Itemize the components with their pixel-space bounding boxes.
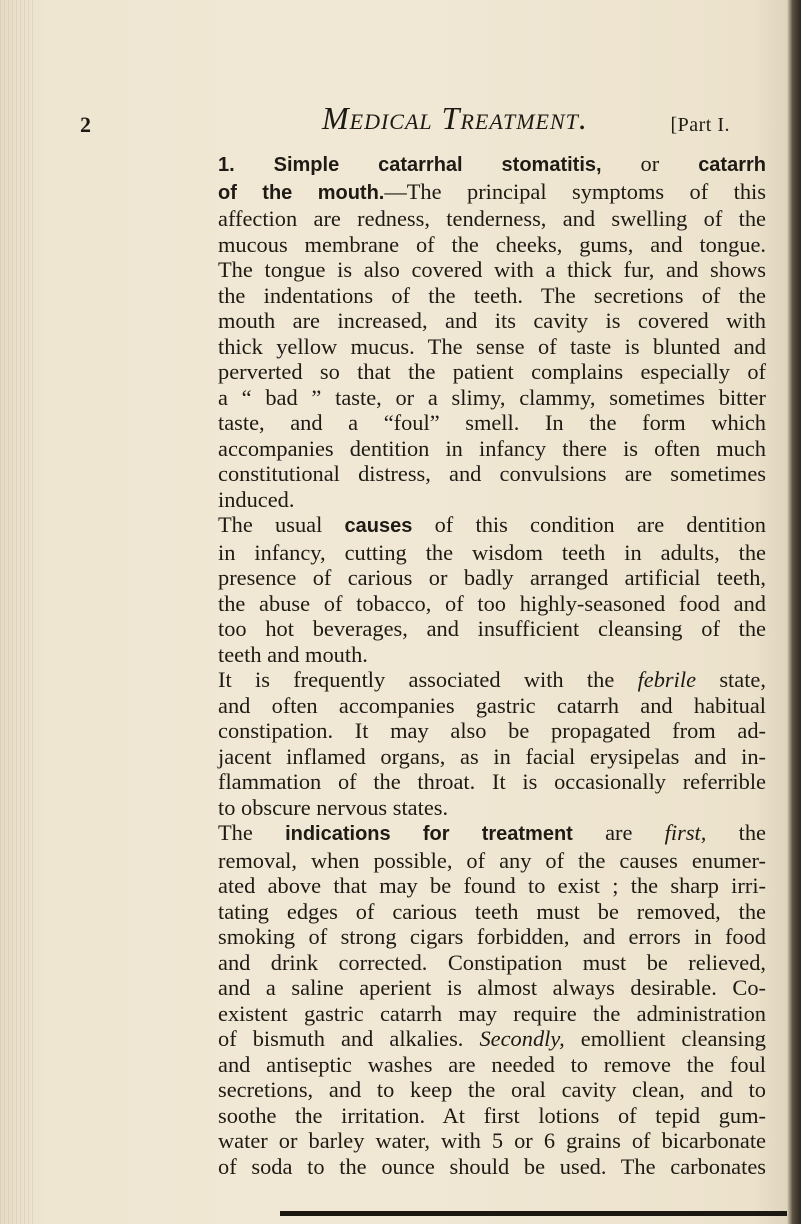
right-page-edge bbox=[787, 0, 801, 1224]
running-title: Medical Treatment. bbox=[322, 100, 588, 136]
text-fragment: of this condition are dentition bbox=[434, 512, 767, 537]
text-line: the abuse of tobacco, of too highly-seasoned food and bbox=[218, 590, 766, 616]
text-line bbox=[218, 820, 766, 848]
text-line: affection are redness, tenderness, and swelling of the bbox=[218, 206, 766, 231]
text-line: removal, when possible, of any of the causes enumer- bbox=[218, 847, 766, 873]
page-number: 2 bbox=[80, 112, 91, 137]
text-line: to obscure nervous states. bbox=[218, 794, 449, 820]
text-line: taste, and a “foul” smell. In the form which bbox=[218, 410, 766, 435]
term-of-the-mouth: of the mouth. bbox=[218, 181, 385, 204]
text-line: a “ bad ” taste, or a slimy, clammy, sometimes bitter bbox=[218, 384, 766, 410]
text-line: soothe the irritation. At first lotions of tepid gum- bbox=[218, 1102, 766, 1128]
text-fragment: —The principal symptoms of this bbox=[384, 178, 766, 204]
text-line: jacent inflamed organs, as in facial erysipelas and in- bbox=[218, 743, 766, 769]
text-line bbox=[218, 512, 766, 540]
text-line: in infancy, cutting the wisdom teeth in adults, the bbox=[218, 539, 766, 565]
text-line: and often accompanies gastric catarrh and habitual bbox=[218, 692, 766, 718]
text-fragment: are bbox=[605, 820, 633, 845]
part-label: [Part I. bbox=[670, 114, 730, 136]
term-first: first, bbox=[664, 820, 707, 845]
text-line: smoking of strong cigars forbidden, and errors in food bbox=[218, 924, 766, 949]
text-fragment: The bbox=[218, 820, 253, 845]
text-or: or bbox=[640, 151, 660, 176]
body-text bbox=[218, 151, 766, 1179]
text-line: thick yellow mucus. The sense of taste is blunted and bbox=[218, 333, 766, 359]
text-fragment: The usual bbox=[218, 512, 323, 537]
text-fragment: of bismuth and alkalies. bbox=[218, 1026, 464, 1051]
text-line: The tongue is also covered with a thick fur, and shows bbox=[218, 257, 766, 282]
text-line: and drink corrected. Constipation must be relieved, bbox=[218, 949, 766, 975]
text-line: constipation. It may also be propagated from ad- bbox=[218, 718, 766, 743]
text-line: existent gastric catarrh may require the administration bbox=[218, 1000, 766, 1026]
text-fragment: emollient cleansing bbox=[580, 1026, 766, 1051]
paragraph-3 bbox=[218, 667, 766, 820]
text-line: accompanies dentition in infancy there is often much bbox=[218, 435, 766, 461]
text-line: presence of carious or badly arranged artificial teeth, bbox=[218, 565, 766, 590]
text-line: teeth and mouth. bbox=[218, 641, 368, 667]
text-fragment: the bbox=[738, 820, 766, 845]
text-line: mucous membrane of the cheeks, gums, and tongue. bbox=[218, 231, 766, 257]
text-line: and antiseptic washes are needed to remove the foul bbox=[218, 1051, 766, 1077]
text-line bbox=[218, 1026, 766, 1052]
text-line bbox=[218, 667, 766, 693]
bottom-rule bbox=[280, 1211, 787, 1216]
text-line bbox=[218, 179, 766, 207]
text-line: the indentations of the teeth. The secretions of the bbox=[218, 282, 766, 308]
term-febrile: febrile bbox=[637, 667, 697, 692]
text-line: and a saline aperient is almost always desirable. Co- bbox=[218, 975, 766, 1000]
text-line: too hot beverages, and insufficient cleansing of the bbox=[218, 616, 766, 641]
running-head bbox=[80, 100, 730, 140]
text-fragment: It is frequently associated with the bbox=[218, 667, 615, 692]
text-line: induced. bbox=[218, 486, 295, 512]
term-causes: causes bbox=[344, 515, 413, 537]
paragraph-4 bbox=[218, 820, 766, 1179]
term-catarrh: catarrh bbox=[698, 154, 766, 176]
text-line: secretions, and to keep the oral cavity clean, and to bbox=[218, 1077, 766, 1102]
text-line: water or barley water, with 5 or 6 grains of bicarbonate bbox=[218, 1128, 766, 1153]
text-line: of soda to the ounce should be used. The carbonates bbox=[218, 1153, 766, 1179]
text-line: flammation of the throat. It is occasionally referrible bbox=[218, 769, 766, 794]
text-fragment: state, bbox=[719, 667, 766, 692]
text-line: ated above that may be found to exist ; the sharp irri- bbox=[218, 873, 766, 898]
left-page-edge bbox=[0, 0, 34, 1224]
text-line bbox=[218, 151, 766, 179]
text-line: perverted so that the patient complains especially of bbox=[218, 359, 766, 384]
paragraph-2 bbox=[218, 512, 766, 667]
text-line: mouth are increased, and its cavity is covered with bbox=[218, 308, 766, 333]
text-line: tating edges of carious teeth must be removed, the bbox=[218, 898, 766, 924]
term-simple-catarrhal-stomatitis: 1. Simple catarrhal stomatitis, bbox=[218, 154, 602, 176]
term-indications-for-treatment: indications for treatment bbox=[285, 823, 573, 845]
term-secondly: Secondly, bbox=[479, 1026, 565, 1051]
paragraph-1 bbox=[218, 151, 766, 512]
text-line: constitutional distress, and convulsions are sometimes bbox=[218, 461, 766, 486]
